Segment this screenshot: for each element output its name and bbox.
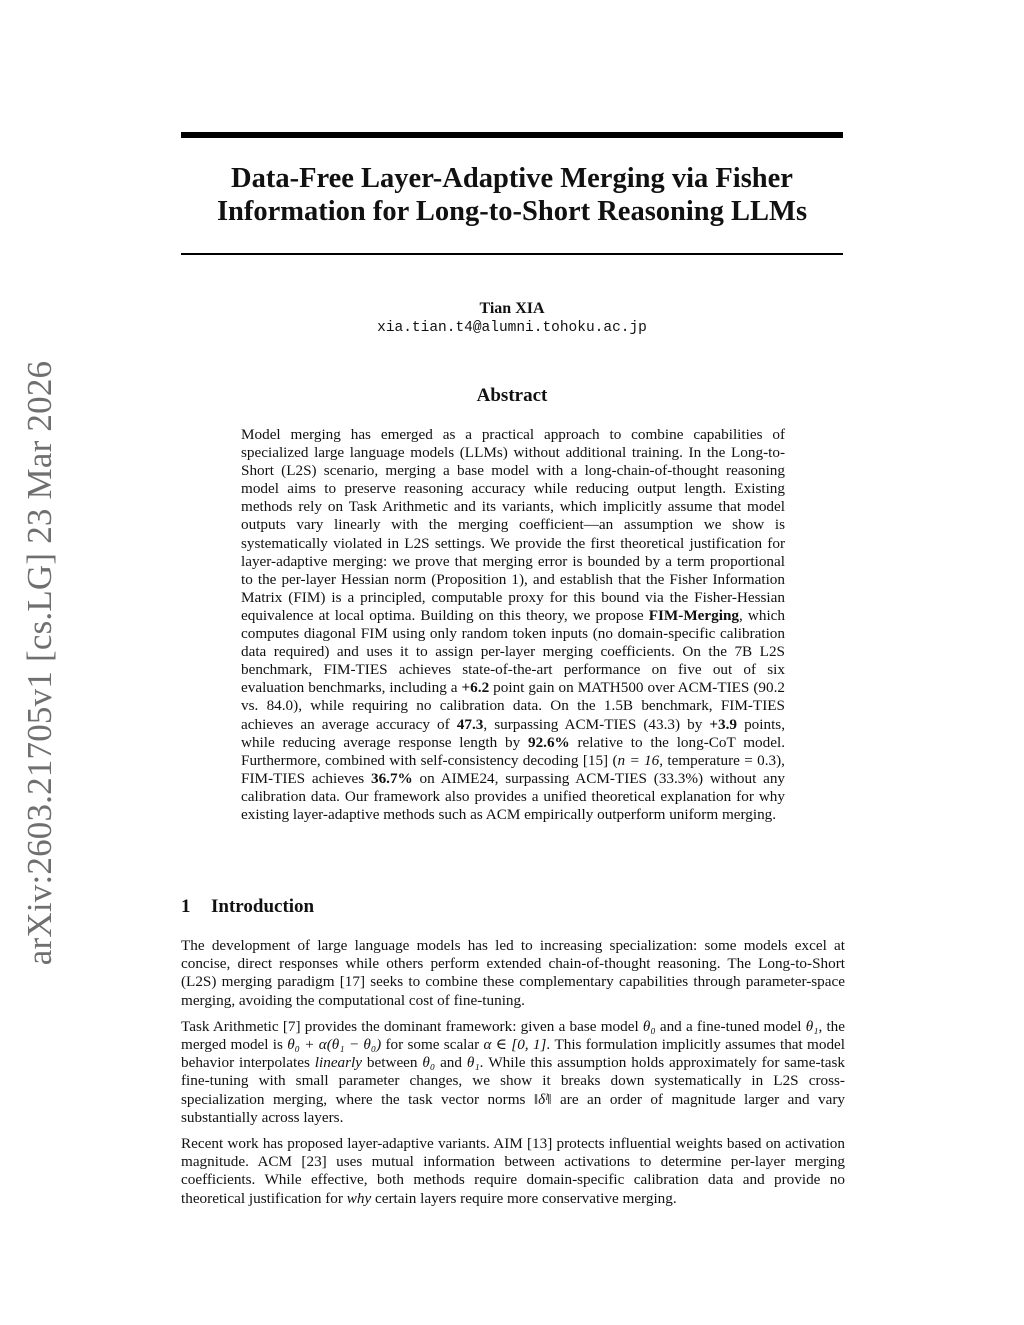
abstract-text: , which computes diagonal FIM using only random token inputs (no domain-specific calibration data required) and uses it to assign per-layer merging coefficients. On the 7B L2S benchmark, FIM-TIES achieves state-of-the-art performance on five out of six evaluation benchmarks, including a [241,606,786,697]
highlight-number: 92.6% [527,733,570,751]
math-expression: ‖δˡ‖ [533,1090,552,1108]
math-expression: = 0.3 [744,751,777,769]
section-number: 1 [181,896,191,917]
paragraph-text: are an order of magnitude larger and vary substantially across layers. [181,1090,845,1126]
math-expression: θ₀ + α(θ₁ − θ₀) [287,1036,382,1054]
intro-paragraph-1: The development of large language models has led to increasing specialization: some models excel at concise, direct responses while others perform extended chain-of-thought reasoning. The Long-to-Short (L2S) merging paradigm [17] seeks to combine these complementary capabilities through parameter-space merging, avoiding the computational cost of fine-tuning. [181,937,845,1009]
author-name: Tian XIA [479,300,545,317]
paragraph-text: certain layers require more conservative merging. [371,1189,677,1207]
paragraph-text: , the merged model is [181,1017,845,1054]
abstract-text: Model merging has emerged as a practical approach to combine capabilities of specialized large language models (LLMs) without additional training. In the Long-to-Short (L2S) scenario, merging a base model with a long-chain-of-thought reasoning model aims to preserve reasoning accuracy while reducing output length. Existing methods rely on Task Arithmetic and its variants, which implicitly assume that model outputs vary linearly with the merging coefficient—an assumption we show is systematically violated in L2S settings. We provide the first theoretical justification for layer-adaptive merging: we prove that merging error is bounded by a term proportional to the per-layer Hessian norm (Proposition 1), and establish that the Fisher Information Matrix (FIM) is a principled, computable proxy for this bound via the Fisher-Hessian equivalence at local optima. Building on this theory, we propose [241,426,785,624]
paragraph-text: and [435,1054,467,1072]
intro-paragraph-3 [181,1135,845,1208]
paragraph-text: and a fine-tuned model [655,1017,806,1035]
paper-title [181,162,843,228]
highlight-number: +6.2 [461,679,490,697]
abstract-text: relative to the long-CoT model. Furthermore, combined with self-consistency decoding [15] ( [241,733,785,769]
paragraph-text: Task Arithmetic [7] provides the dominant framework: given a base model [181,1017,643,1035]
method-name: FIM-Merging [648,606,739,624]
title-line-2: Information for Long-to-Short Reasoning LLMs [216,196,808,227]
title-line-1: Data-Free Layer-Adaptive Merging via Fisher [231,163,793,194]
intro-paragraph-2 [181,1018,845,1127]
title-top-rule [181,132,843,138]
abstract-heading: Abstract [476,385,548,406]
paragraph-text: . This formulation implicitly assumes that model behavior interpolates [181,1036,845,1072]
emphasis-text: linearly [314,1054,363,1072]
arxiv-identifier[interactable]: arXiv:2603.21705v1 [cs.LG] 23 Mar 2026 [20,360,60,966]
paragraph-text: between [362,1054,423,1072]
paragraph-text: for some scalar [381,1036,484,1054]
author-email[interactable]: xia.tian.t4@alumni.tohoku.ac.jp [377,320,647,336]
abstract-text: point gain on MATH500 over ACM-TIES (90.2 vs. 84.0), while requiring no calibration data. On the 1.5B benchmark, FIM-TIES achieves an average accuracy of [241,679,786,733]
abstract-text: ), FIM-TIES achieves [241,751,785,787]
math-expression: n = 16 [617,751,660,769]
math-expression: θ₁ [466,1054,480,1072]
section-heading-introduction [181,896,314,918]
abstract-text: , surpassing ACM-TIES (43.3) by [483,715,710,733]
abstract-text: on AIME24, surpassing ACM-TIES (33.3%) without any calibration data. Our framework also provides a unified theoretical explanation for why existing layer-adaptive methods such as ACM empirically outperform uniform merging. [241,769,786,823]
section-title: Introduction [211,896,315,917]
highlight-number: +3.9 [709,715,737,733]
math-expression: θ₀ [422,1054,436,1072]
highlight-number: 47.3 [456,715,484,733]
arxiv-stamp-container [0,360,80,966]
paragraph-text: Recent work has proposed layer-adaptive variants. AIM [13] protects influential weights based on activation magnitude. ACM [23] uses mutual information between activations to determine per-layer merging coefficients. While effective, both methods require domain-specific calibration data and provide no theoretical justification for [181,1135,845,1207]
introduction-body [181,937,845,1216]
abstract-text: , temperature [659,751,745,769]
emphasis-text: why [346,1189,372,1207]
math-expression: α ∈ [0, 1] [483,1036,547,1054]
math-expression: θ₁ [805,1017,819,1035]
highlight-number: 36.7% [370,769,413,787]
title-bottom-rule [181,253,843,255]
paragraph-text: . While this assumption holds approximately for same-task fine-tuning with small parameter changes, we show it breaks down systematically in L2S cross-specialization merging, where the task vector norms [181,1054,845,1108]
abstract-text: points, while reducing average response length by [241,715,785,751]
abstract-body [241,426,785,824]
math-expression: θ₀ [642,1017,656,1035]
